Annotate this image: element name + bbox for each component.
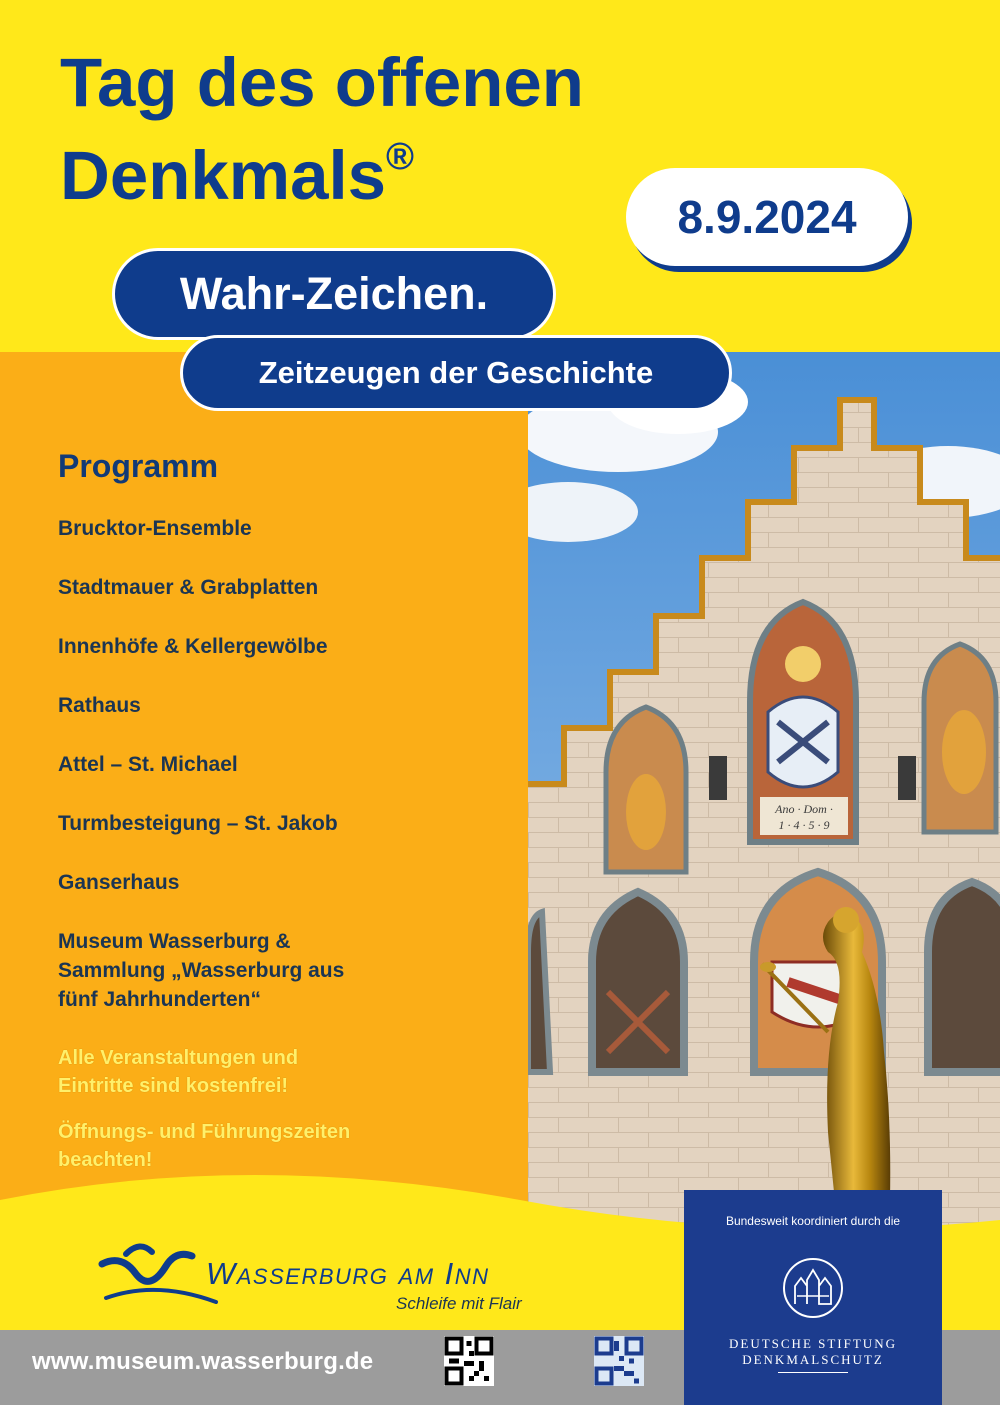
free-entry-note [58,1044,418,1100]
times-note-line2: beachten! [58,1149,153,1171]
coordinator-name-line2: DENKMALSCHUTZ [742,1352,884,1367]
program-item: Rathaus [58,694,141,717]
event-date-badge: 8.9.2024 [626,168,908,266]
museum-line: Museum Wasserburg & [58,930,291,953]
footer-url[interactable]: www.museum.wasserburg.de [32,1348,374,1375]
times-note-line1: Öffnungs- und Führungszeiten [58,1121,351,1143]
motto-main: Wahr-Zeichen. [112,248,556,340]
program-item: Innenhöfe & Kellergewölbe [58,635,328,658]
free-note-line1: Alle Veranstaltungen und [58,1047,299,1069]
coordinator-label: Bundesweit koordiniert durch die [725,1214,901,1228]
event-title [60,46,584,213]
coordinator-name [684,1336,942,1368]
qr-code-icon[interactable] [444,1336,494,1386]
program-item-museum [58,927,438,1014]
qr-code-icon[interactable] [594,1336,644,1386]
rathaus-photo [528,352,1000,1252]
program-item: Attel – St. Michael [58,753,238,776]
coordinator-name-line1: DEUTSCHE STIFTUNG [729,1336,897,1351]
wasserburg-name: Wasserburg am Inn [206,1256,490,1291]
museum-line: fünf Jahrhunderten“ [58,988,261,1011]
registered-mark: ® [386,136,414,178]
program-item: Brucktor-Ensemble [58,517,252,540]
program-item: Stadtmauer & Grabplatten [58,576,319,599]
inscription-line2: 1 · 4 · 5 · 9 [778,818,830,832]
museum-line: Sammlung „Wasserburg aus [58,959,345,982]
program-item: Ganserhaus [58,871,180,894]
wasserburg-tagline: Schleife mit Flair [396,1294,522,1313]
coordinator-box [684,1190,942,1405]
program-heading: Programm [58,448,219,484]
divider [778,1372,848,1373]
title-line2: Denkmals [60,137,386,214]
program-item: Turmbesteigung – St. Jakob [58,812,338,835]
title-line1: Tag des offenen [60,44,584,121]
dsd-emblem-icon [781,1256,845,1320]
motto-sub: Zeitzeugen der Geschichte [180,335,732,411]
program-list [58,514,438,1034]
inscription-line1: Ano · Dom · [775,802,833,816]
free-note-line2: Eintritte sind kostenfrei! [58,1075,289,1097]
